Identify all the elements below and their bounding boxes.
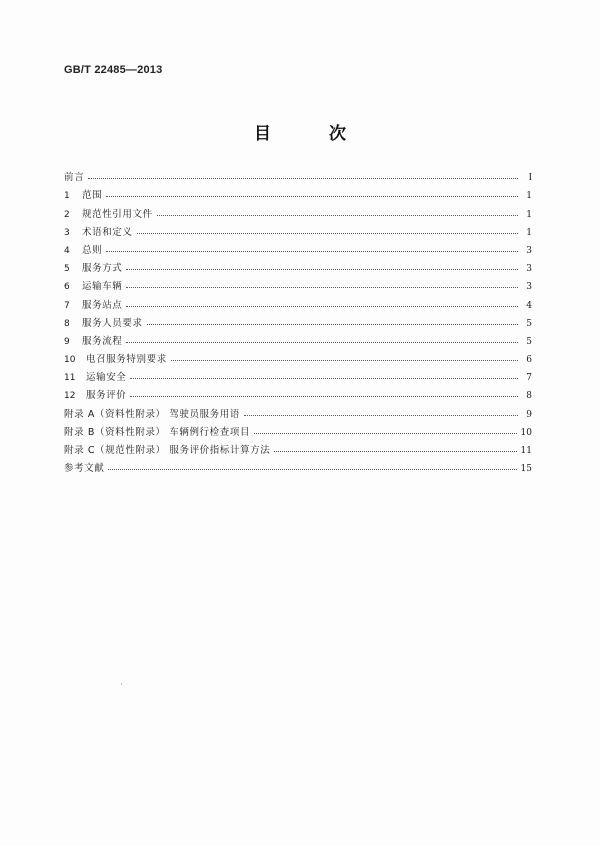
toc-item-page: I	[528, 172, 532, 184]
leader-dots	[274, 451, 516, 452]
toc-item-normative-references[interactable]	[64, 202, 532, 220]
toc-item-service-mode[interactable]	[64, 257, 532, 275]
toc-item-vehicles[interactable]	[64, 275, 532, 293]
toc-item-service-process[interactable]	[64, 330, 532, 348]
toc-item-number: 1	[64, 191, 70, 202]
leader-dots	[147, 324, 518, 325]
toc-item-label: 附录 C（规范性附录） 服务评价指标计算方法	[64, 445, 271, 456]
toc-item-bibliography[interactable]	[64, 457, 532, 475]
toc-item-number: 12	[64, 391, 76, 402]
toc-item-page: 1	[526, 209, 532, 220]
toc-item-label: 附录 A（资料性附录） 驾驶员服务用语	[64, 408, 240, 420]
toc-item-page: 5	[526, 318, 532, 329]
standard-code: GB/T 22485—2013	[64, 64, 163, 76]
leader-dots	[108, 469, 516, 470]
toc-item-foreword[interactable]	[64, 166, 532, 184]
toc-item-call-service[interactable]	[64, 348, 532, 366]
toc-item-label: 服务流程	[82, 335, 123, 347]
toc-item-label: 服务方式	[82, 263, 123, 275]
toc-item-transport-safety[interactable]	[64, 366, 532, 384]
leader-dots	[137, 233, 518, 234]
toc-item-page: 7	[526, 373, 532, 384]
toc-item-annex-b[interactable]	[64, 421, 532, 439]
toc-item-general[interactable]	[64, 239, 532, 257]
toc-item-label: 术语和定义	[82, 226, 133, 238]
toc-item-label: 电召服务特别要求	[86, 354, 167, 366]
toc-item-number: 9	[64, 336, 70, 347]
toc-item-page: 3	[526, 282, 532, 293]
toc-item-label: 范围	[82, 190, 103, 202]
toc-list	[64, 166, 532, 475]
toc-item-service-stations[interactable]	[64, 293, 532, 311]
toc-item-label: 服务站点	[82, 299, 123, 311]
toc-item-label: 附录 B（资料性附录） 车辆例行检查项目	[64, 426, 251, 438]
toc-item-number: 11	[64, 373, 76, 384]
toc-item-label: 服务人员要求	[82, 317, 143, 329]
leader-dots	[126, 269, 518, 270]
toc-item-service-evaluation[interactable]	[64, 384, 532, 402]
leader-dots	[254, 433, 516, 434]
toc-item-scope[interactable]	[64, 184, 532, 202]
leader-dots	[157, 215, 518, 216]
toc-item-page: 8	[526, 391, 532, 402]
toc-item-page: 5	[526, 336, 532, 347]
leader-dots	[130, 378, 518, 379]
toc-item-page: 4	[526, 300, 532, 311]
toc-item-page: 1	[526, 191, 532, 202]
toc-item-page: 1	[526, 227, 532, 238]
toc-item-label: 前言	[64, 172, 85, 184]
toc-item-page: 15	[520, 464, 532, 475]
toc-item-page: 9	[526, 409, 532, 420]
leader-dots	[126, 287, 518, 288]
leader-dots	[171, 360, 518, 361]
scan-speck	[121, 683, 122, 685]
toc-item-label: 参考文献	[64, 463, 105, 475]
leader-dots	[88, 178, 518, 179]
toc-item-number: 8	[64, 318, 70, 329]
toc-item-number: 4	[64, 245, 70, 256]
leader-dots	[106, 196, 518, 197]
leader-dots	[126, 306, 518, 307]
toc-item-page: 11	[520, 446, 532, 456]
toc-item-number: 7	[64, 300, 70, 311]
toc-item-label: 总则	[82, 244, 103, 256]
toc-item-number: 10	[64, 355, 76, 366]
toc-item-label: 服务评价	[86, 390, 127, 402]
toc-item-annex-a[interactable]	[64, 402, 532, 420]
leader-dots	[130, 396, 518, 397]
toc-item-number: 5	[64, 264, 70, 275]
toc-item-number: 3	[64, 227, 70, 238]
toc-item-label: 运输车辆	[82, 281, 123, 293]
toc-item-staff-requirements[interactable]	[64, 312, 532, 330]
toc-item-page: 10	[520, 427, 532, 438]
toc-item-page: 6	[526, 355, 532, 366]
toc-item-page: 3	[526, 264, 532, 275]
toc-item-number: 2	[64, 209, 70, 220]
toc-title: 目 次	[254, 124, 372, 144]
toc-item-page: 3	[526, 245, 532, 256]
leader-dots	[126, 342, 518, 343]
toc-item-annex-c[interactable]	[64, 439, 532, 457]
leader-dots	[244, 415, 518, 416]
toc-item-label: 运输安全	[86, 372, 127, 384]
toc-item-label: 规范性引用文件	[82, 208, 153, 220]
toc-item-number: 6	[64, 282, 70, 293]
toc-item-terms[interactable]	[64, 221, 532, 239]
leader-dots	[106, 251, 518, 252]
